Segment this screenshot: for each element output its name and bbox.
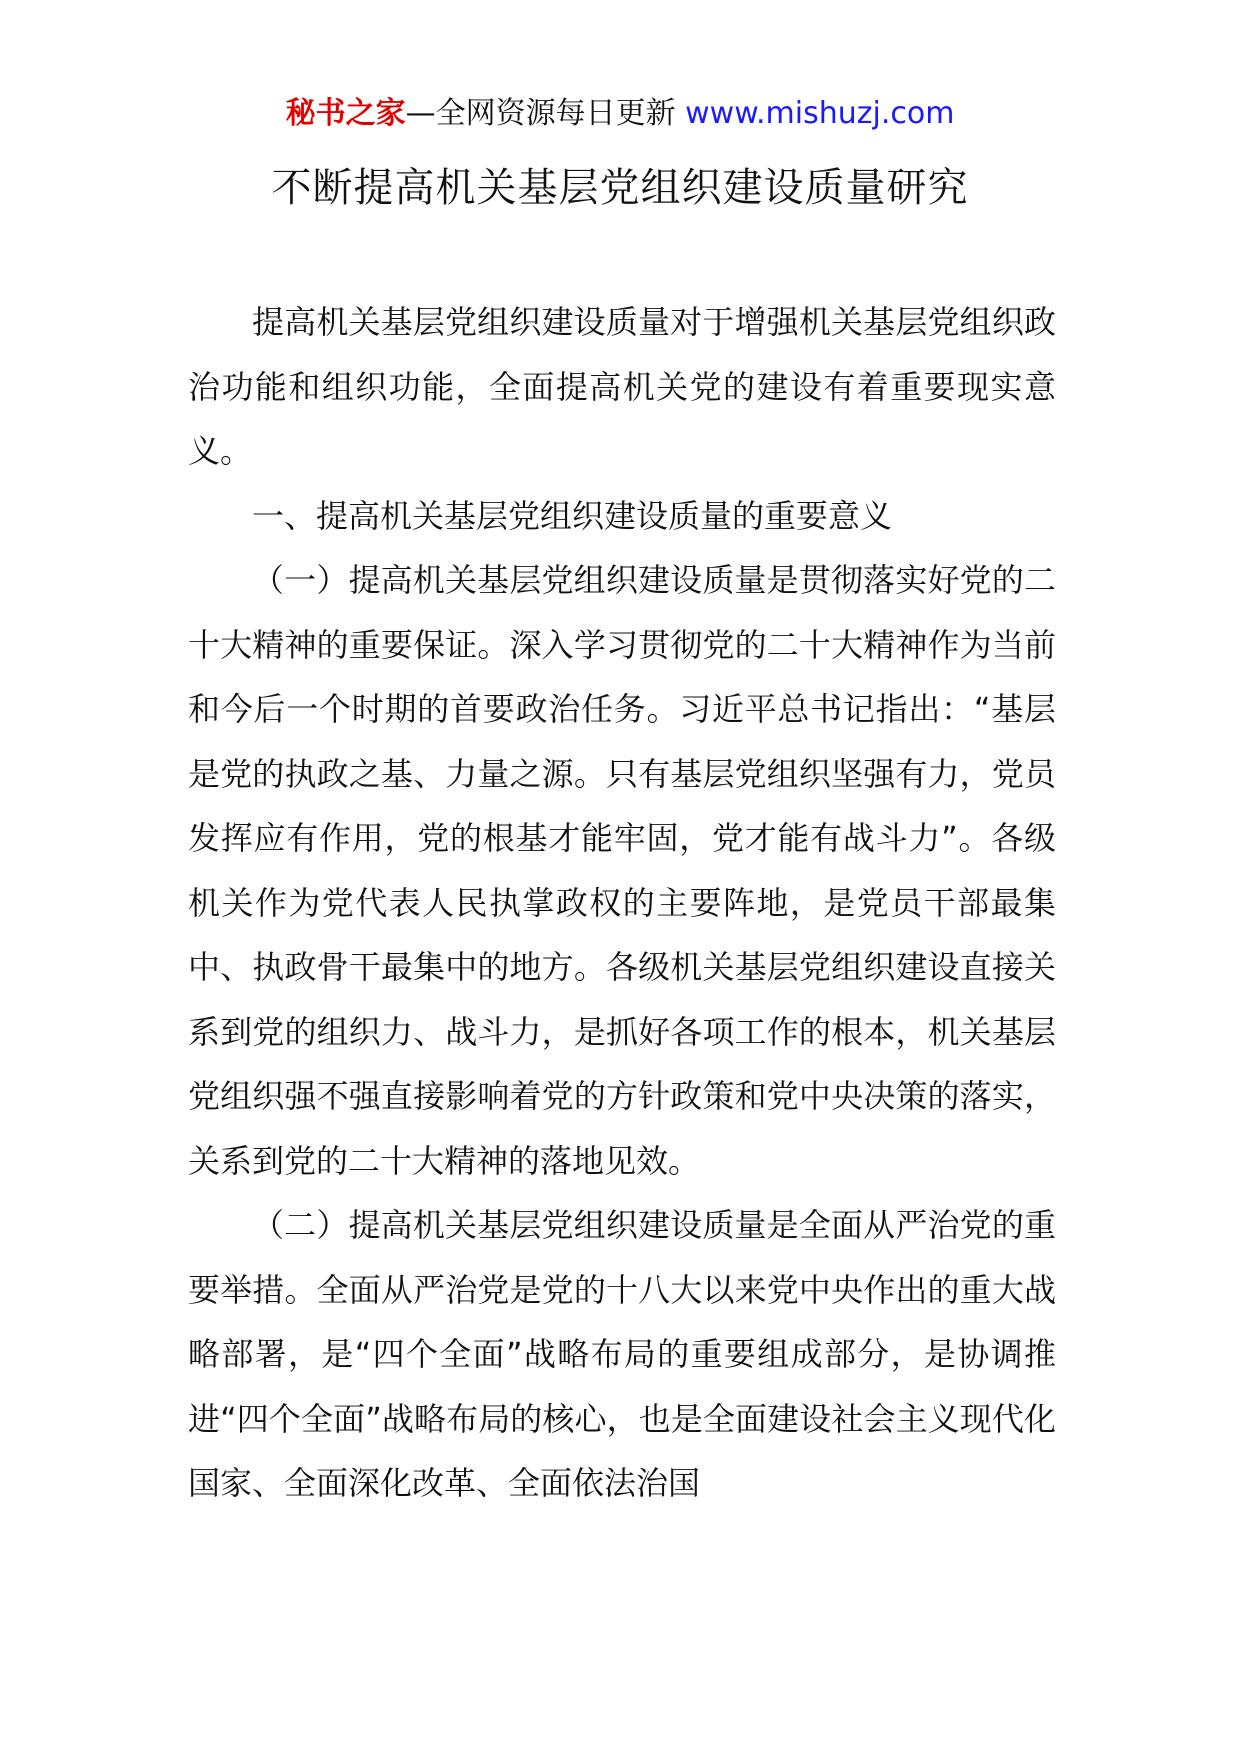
document-title: 不断提高机关基层党组织建设质量研究 [271, 165, 969, 211]
body-paragraph: （一）提高机关基层党组织建设质量是贯彻落实好党的二十大精神的重要保证。深入学习贯彻党的二十大精神作为当前和今后一个时期的首要政治任务。习近平总书记指出：“基层是党的执政之基、力量之源。只有基层党组织坚强有力，党员发挥应有作用，党的根基才能牢固，党才能有战斗力”。各级机关作为党代表人民执掌政权的主要阵地，是党员干部最集中、执政骨干最集中的地方。各级机关基层党组织建设直接关系到党的组织力、战斗力，是抓好各项工作的根本，机关基层党组织强不强直接影响着党的方针政策和党中央决策的落实，关系到党的二十大精神的落地见效。 [188, 561, 1056, 1180]
site-url-link[interactable]: www.mishuzj.com [685, 96, 955, 131]
header-tagline: —全网资源每日更新 [405, 96, 686, 131]
brand-name: 秘书之家 [285, 96, 406, 131]
section-heading: 一、提高机关基层党组织建设质量的重要意义 [252, 496, 893, 535]
body-paragraph: （二）提高机关基层党组织建设质量是全面从严治党的重要举措。全面从严治党是党的十八大以来党中央作出的重大战略部署，是“四个全面”战略布局的重要组成部分，是协调推进“四个全面”战略布局的核心，也是全面建设社会主义现代化国家、全面深化改革、全面依法治国 [188, 1206, 1056, 1502]
document-body [188, 290, 1056, 1516]
intro-paragraph: 提高机关基层党组织建设质量对于增强机关基层党组织政治功能和组织功能，全面提高机关党的建设有着重要现实意义。 [188, 303, 1056, 470]
site-header [0, 94, 1240, 134]
